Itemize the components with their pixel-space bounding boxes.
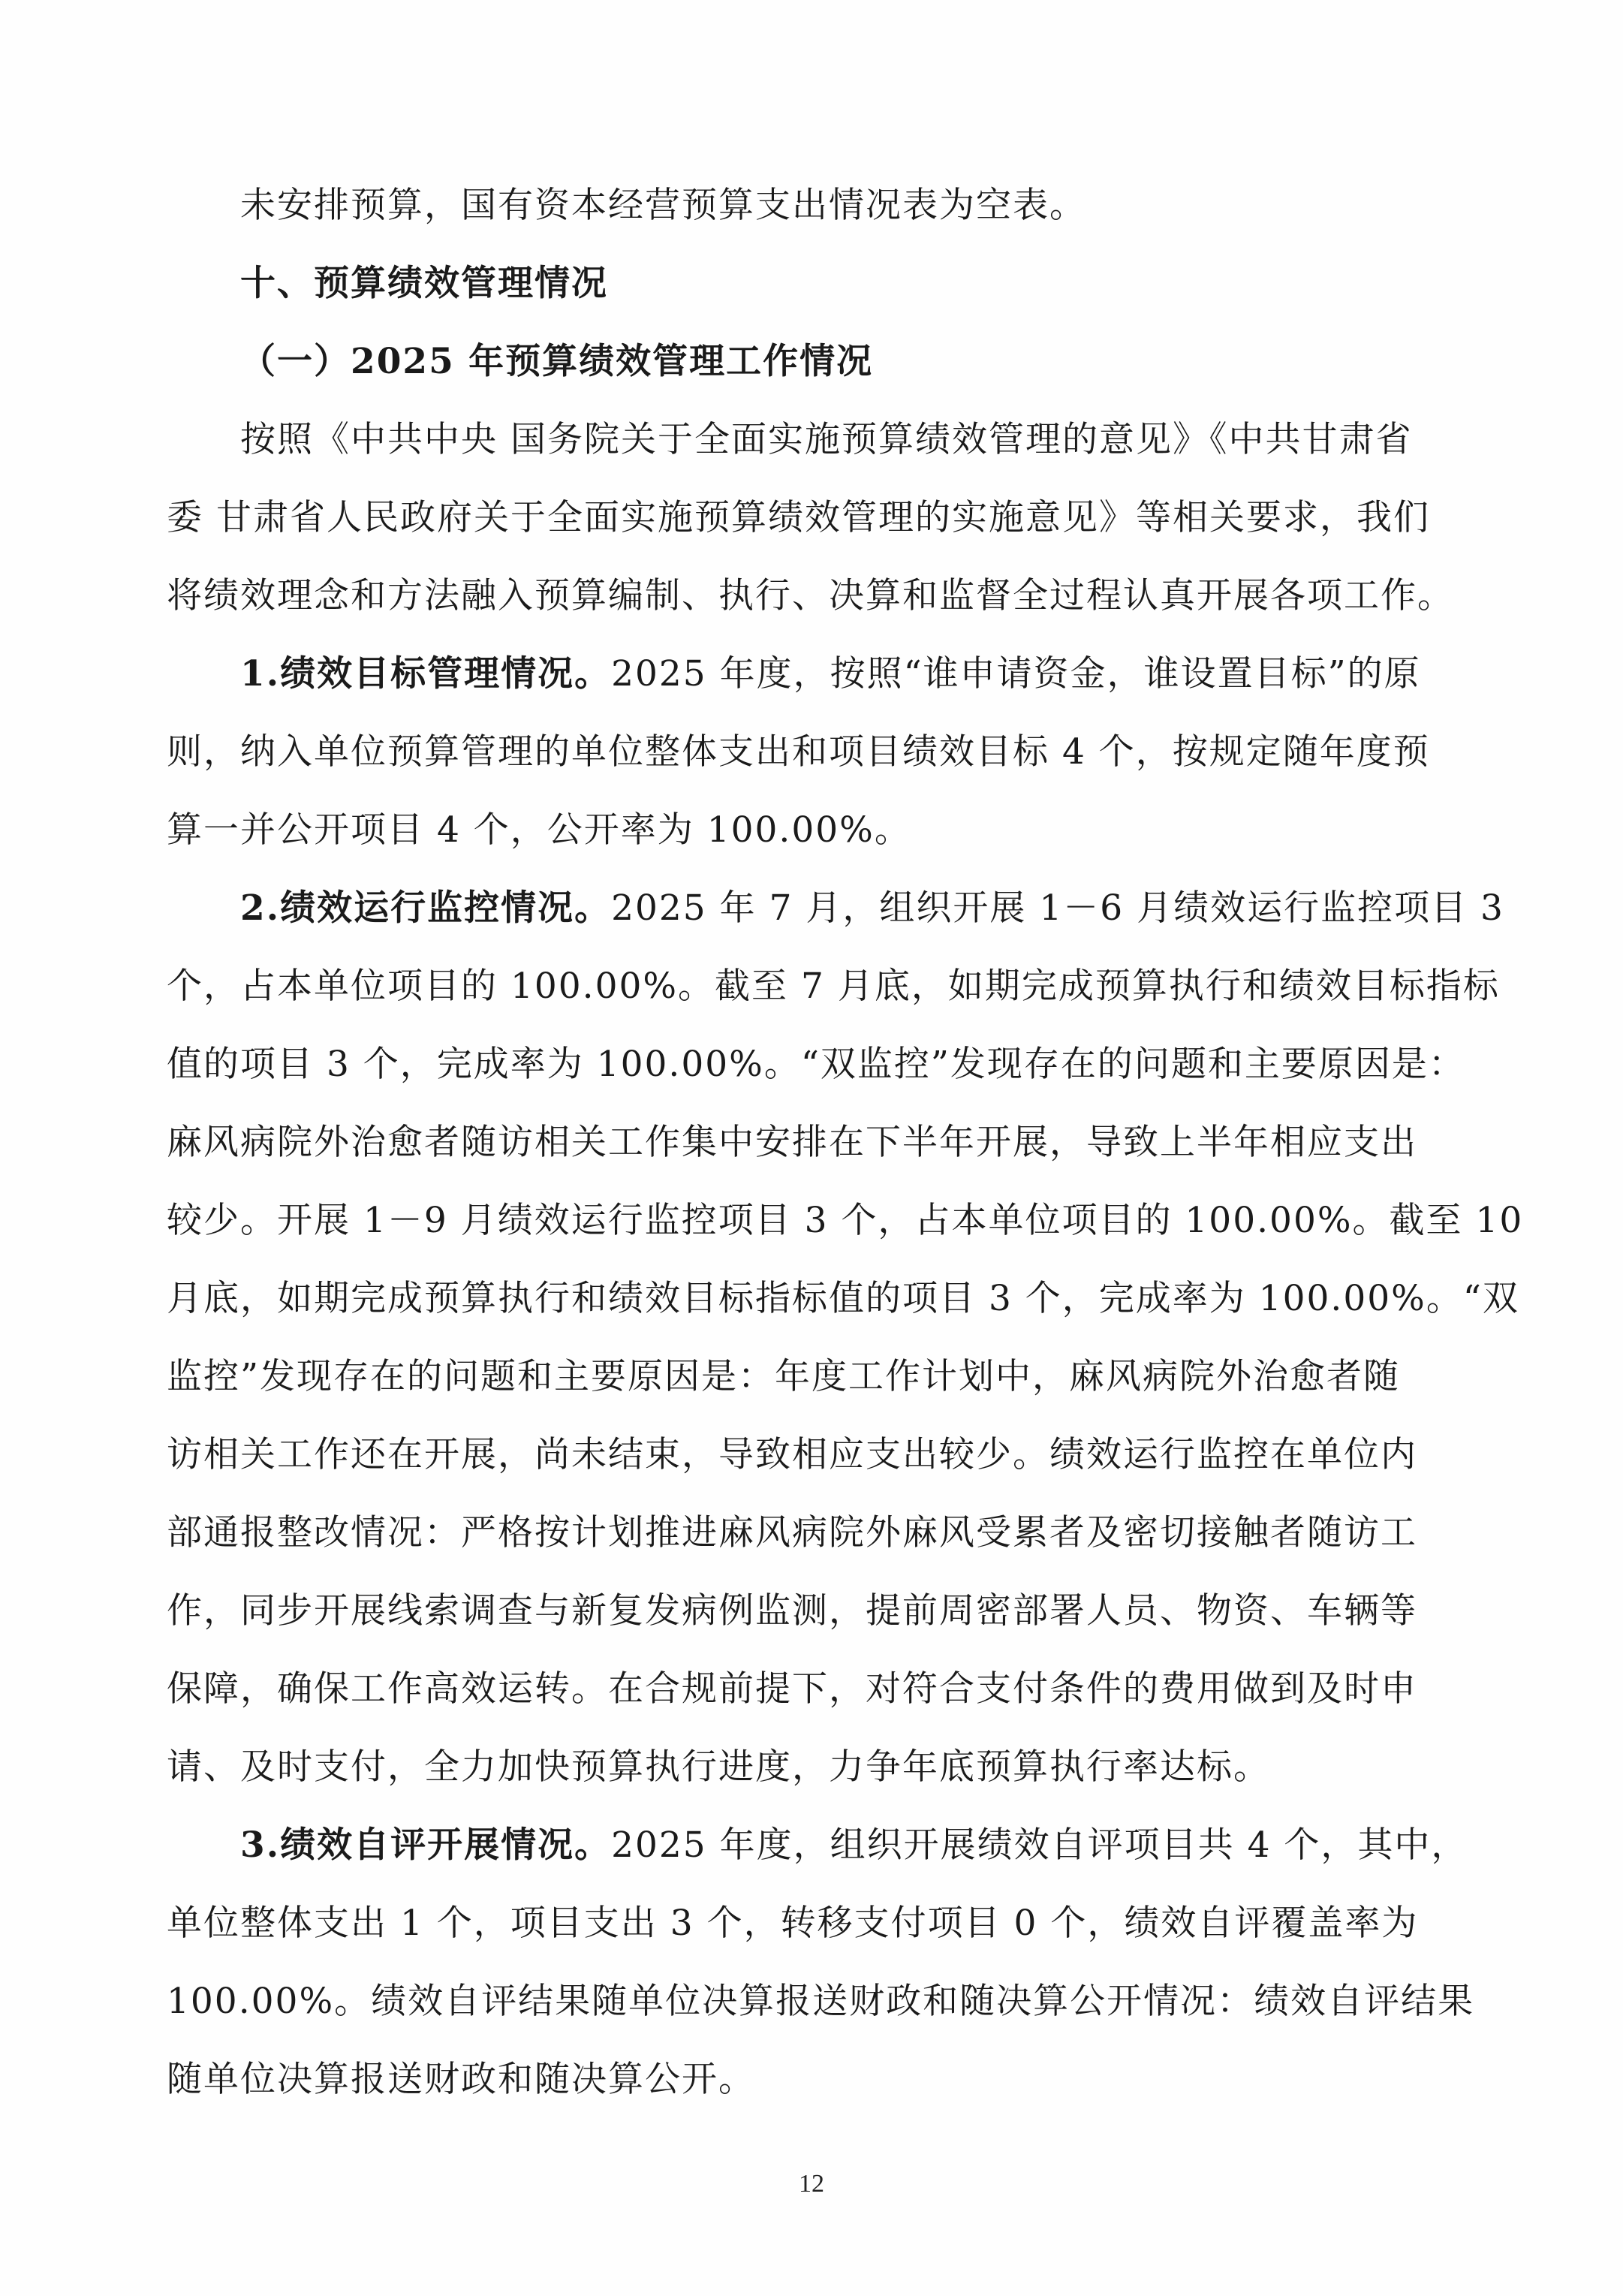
text-line: 委 甘肃省人民政府关于全面实施预算绩效管理的实施意见》等相关要求，我们 — [167, 497, 1430, 538]
text-line: 监控”发现存在的问题和主要原因是：年度工作计划中，麻风病院外治愈者随 — [167, 1356, 1401, 1397]
text-line: 麻风病院外治愈者随访相关工作集中安排在下半年开展，导致上半年相应支出 — [167, 1122, 1417, 1163]
paragraph-text: 2025 年 7 月，组织开展 1－6 月绩效运行监控项目 3 — [611, 887, 1504, 929]
text-line: 值的项目 3 个，完成率为 100.00%。“双监控”发现存在的问题和主要原因是： — [167, 1044, 1465, 1085]
text-line — [167, 635, 1482, 713]
page-number: 12 — [799, 2170, 824, 2198]
text-line: 部通报整改情况：严格按计划推进麻风病院外麻风受累者及密切接触者随访工 — [167, 1512, 1417, 1553]
paragraph-text: 2025 年度，组织开展绩效自评项目共 4 个，其中， — [611, 1824, 1468, 1866]
paragraph-lead: 2.绩效运行监控情况。 — [240, 887, 612, 929]
text-line: 请、及时支付，全力加快预算执行进度，力争年底预算执行率达标。 — [167, 1746, 1270, 1788]
text-line: 作，同步开展线索调查与新复发病例监测，提前周密部署人员、物资、车辆等 — [167, 1590, 1417, 1632]
body-text — [167, 167, 1524, 2119]
text-line: 未安排预算，国有资本经营预算支出情况表为空表。 — [240, 185, 1086, 226]
text-line: （一）2025 年预算绩效管理工作情况 — [240, 341, 874, 382]
text-line — [167, 869, 1504, 948]
text-line: 个，占本单位项目的 100.00%。截至 7 月底，如期完成预算执行和绩效目标指标 — [167, 966, 1500, 1007]
text-line: 100.00%。绩效自评结果随单位决算报送财政和随决算公开情况：绩效自评结果 — [167, 1981, 1475, 2022]
text-line: 随单位决算报送财政和随决算公开。 — [167, 2059, 755, 2100]
text-line: 按照《中共中央 国务院关于全面实施预算绩效管理的意见》《中共甘肃省 — [240, 419, 1413, 460]
text-line: 十、预算绩效管理情况 — [240, 263, 608, 304]
text-line: 算一并公开项目 4 个，公开率为 100.00%。 — [167, 809, 911, 851]
text-line: 保障，确保工作高效运转。在合规前提下，对符合支付条件的费用做到及时申 — [167, 1668, 1417, 1710]
text-line: 则，纳入单位预算管理的单位整体支出和项目绩效目标 4 个，按规定随年度预 — [167, 731, 1430, 773]
text-line: 单位整体支出 1 个，项目支出 3 个，转移支付项目 0 个，绩效自评覆盖率为 — [167, 1903, 1419, 1944]
text-line: 访相关工作还在开展，尚未结束，导致相应支出较少。绩效运行监控在单位内 — [167, 1434, 1417, 1475]
text-line: 月底，如期完成预算执行和绩效目标指标值的项目 3 个，完成率为 100.00%。“双 — [167, 1278, 1519, 1319]
paragraph-text: 2025 年度，按照“谁申请资金，谁设置目标”的原 — [611, 653, 1421, 695]
paragraph-lead: 3.绩效自评开展情况。 — [240, 1824, 612, 1866]
paragraph-lead: 1.绩效目标管理情况。 — [240, 653, 612, 695]
text-line: 较少。开展 1－9 月绩效运行监控项目 3 个，占本单位项目的 100.00%。截至 10 — [167, 1200, 1524, 1241]
text-line: 将绩效理念和方法融入预算编制、执行、决算和监督全过程认真开展各项工作。 — [167, 575, 1454, 616]
text-line — [167, 1806, 1482, 1885]
